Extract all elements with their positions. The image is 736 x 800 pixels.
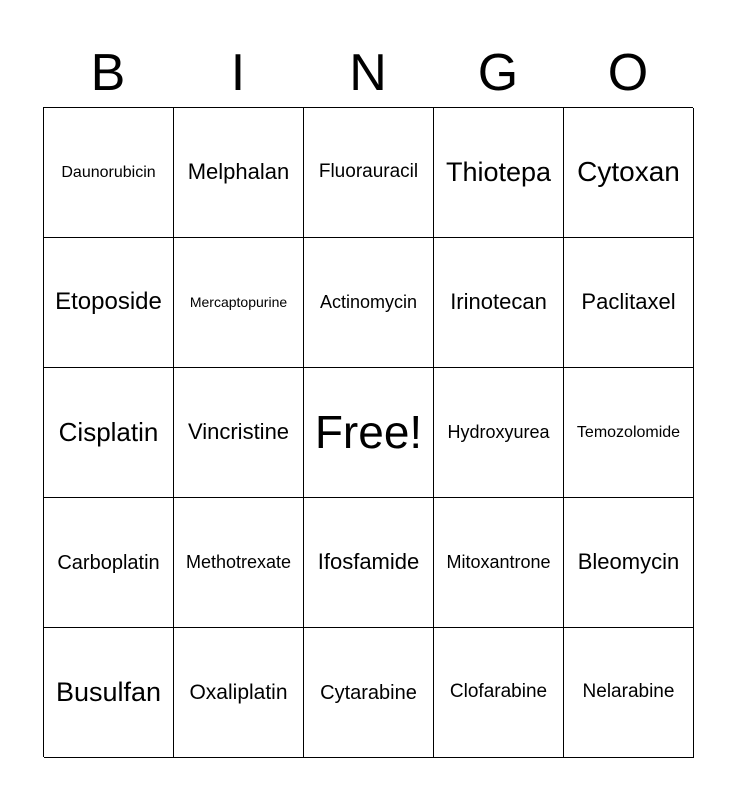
free-space: Free! xyxy=(304,368,434,498)
bingo-cell: Paclitaxel xyxy=(564,238,694,368)
bingo-cell: Busulfan xyxy=(44,628,174,758)
bingo-cell: Oxaliplatin xyxy=(174,628,304,758)
bingo-cell: Etoposide xyxy=(44,238,174,368)
bingo-cell: Nelarabine xyxy=(564,628,694,758)
bingo-cell: Hydroxyurea xyxy=(434,368,564,498)
bingo-cell: Mercaptopurine xyxy=(174,238,304,368)
bingo-header xyxy=(43,40,693,106)
bingo-board xyxy=(43,107,693,757)
bingo-cell: Daunorubicin xyxy=(44,108,174,238)
bingo-cell: Temozolomide xyxy=(564,368,694,498)
header-letter-o: O xyxy=(607,44,649,102)
bingo-cell: Clofarabine xyxy=(434,628,564,758)
bingo-cell: Ifosfamide xyxy=(304,498,434,628)
bingo-cell: Melphalan xyxy=(174,108,304,238)
header-letter-b: B xyxy=(90,44,126,102)
bingo-cell: Actinomycin xyxy=(304,238,434,368)
bingo-cell: Thiotepa xyxy=(434,108,564,238)
bingo-cell: Cisplatin xyxy=(44,368,174,498)
bingo-cell: Mitoxantrone xyxy=(434,498,564,628)
bingo-cell: Irinotecan xyxy=(434,238,564,368)
bingo-cell: Bleomycin xyxy=(564,498,694,628)
bingo-cell: Cytoxan xyxy=(564,108,694,238)
header-letter-n: N xyxy=(349,44,387,102)
bingo-cell: Cytarabine xyxy=(304,628,434,758)
header-letter-i: I xyxy=(230,44,246,102)
bingo-cell: Methotrexate xyxy=(174,498,304,628)
header-letter-g: G xyxy=(477,44,519,102)
bingo-cell: Carboplatin xyxy=(44,498,174,628)
bingo-cell: Fluorauracil xyxy=(304,108,434,238)
bingo-cell: Vincristine xyxy=(174,368,304,498)
